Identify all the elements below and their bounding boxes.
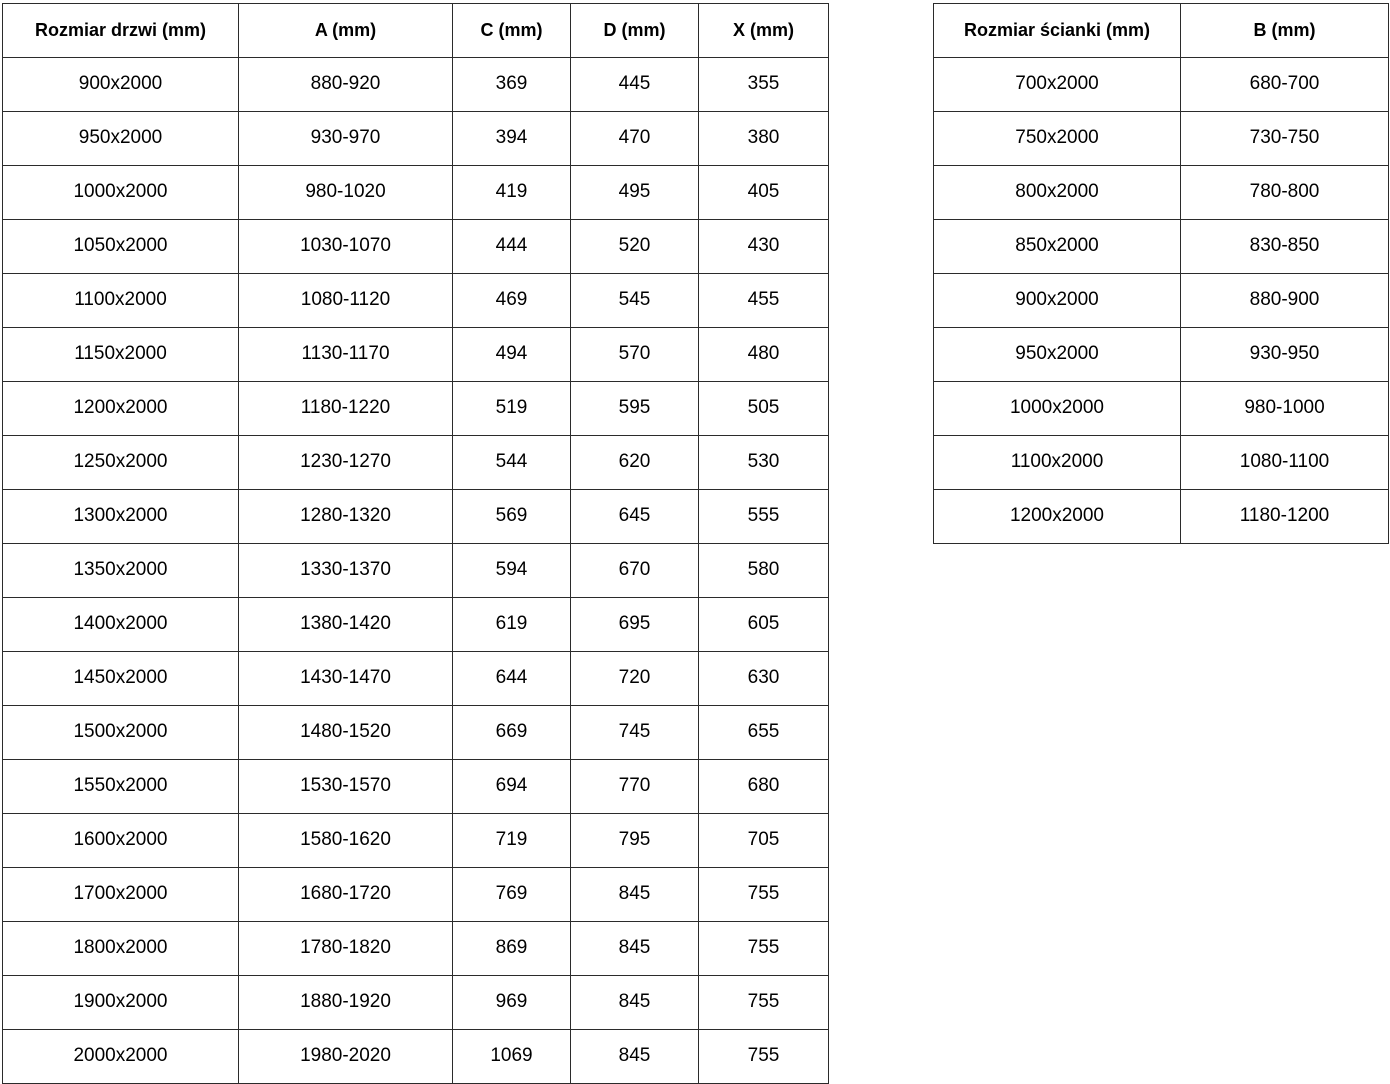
cell-c: 619 (453, 598, 571, 652)
cell-door-size: 1900x2000 (3, 976, 239, 1030)
cell-door-size: 1400x2000 (3, 598, 239, 652)
cell-door-size: 900x2000 (3, 58, 239, 112)
column-header-door-size: Rozmiar drzwi (mm) (3, 4, 239, 58)
column-header-c: C (mm) (453, 4, 571, 58)
cell-d: 845 (571, 868, 699, 922)
cell-a: 1130-1170 (239, 328, 453, 382)
cell-c: 694 (453, 760, 571, 814)
table-row (934, 58, 1389, 112)
table-row (3, 274, 829, 328)
cell-d: 670 (571, 544, 699, 598)
cell-x: 405 (699, 166, 829, 220)
cell-c: 419 (453, 166, 571, 220)
cell-d: 570 (571, 328, 699, 382)
cell-b: 780-800 (1181, 166, 1389, 220)
cell-a: 1280-1320 (239, 490, 453, 544)
cell-door-size: 1300x2000 (3, 490, 239, 544)
cell-d: 845 (571, 1030, 699, 1084)
doors-dimensions-table (2, 3, 829, 1084)
cell-door-size: 1700x2000 (3, 868, 239, 922)
table-row (3, 328, 829, 382)
cell-x: 505 (699, 382, 829, 436)
table-header-row (934, 4, 1389, 58)
table-header-row (3, 4, 829, 58)
cell-a: 980-1020 (239, 166, 453, 220)
cell-c: 569 (453, 490, 571, 544)
cell-d: 720 (571, 652, 699, 706)
cell-c: 644 (453, 652, 571, 706)
cell-x: 480 (699, 328, 829, 382)
cell-x: 355 (699, 58, 829, 112)
cell-door-size: 1450x2000 (3, 652, 239, 706)
cell-x: 655 (699, 706, 829, 760)
cell-wall-size: 1000x2000 (934, 382, 1181, 436)
cell-d: 545 (571, 274, 699, 328)
cell-d: 495 (571, 166, 699, 220)
cell-c: 669 (453, 706, 571, 760)
cell-door-size: 1000x2000 (3, 166, 239, 220)
wall-dimensions-table (933, 3, 1389, 544)
column-header-b: B (mm) (1181, 4, 1389, 58)
cell-wall-size: 900x2000 (934, 274, 1181, 328)
cell-door-size: 1550x2000 (3, 760, 239, 814)
cell-b: 930-950 (1181, 328, 1389, 382)
table-row (934, 220, 1389, 274)
table-row (934, 436, 1389, 490)
table-row (934, 382, 1389, 436)
cell-d: 845 (571, 976, 699, 1030)
column-header-a: A (mm) (239, 4, 453, 58)
cell-d: 645 (571, 490, 699, 544)
doors-dimensions-table-container (2, 3, 829, 1084)
cell-a: 1330-1370 (239, 544, 453, 598)
cell-door-size: 1600x2000 (3, 814, 239, 868)
cell-x: 605 (699, 598, 829, 652)
cell-wall-size: 1200x2000 (934, 490, 1181, 544)
table-row (934, 490, 1389, 544)
cell-wall-size: 850x2000 (934, 220, 1181, 274)
cell-c: 544 (453, 436, 571, 490)
cell-door-size: 1800x2000 (3, 922, 239, 976)
cell-x: 755 (699, 1030, 829, 1084)
cell-d: 795 (571, 814, 699, 868)
cell-x: 455 (699, 274, 829, 328)
cell-door-size: 950x2000 (3, 112, 239, 166)
cell-a: 1430-1470 (239, 652, 453, 706)
cell-a: 1780-1820 (239, 922, 453, 976)
cell-c: 719 (453, 814, 571, 868)
table-row (3, 922, 829, 976)
cell-wall-size: 800x2000 (934, 166, 1181, 220)
wall-dimensions-table-container (933, 3, 1389, 544)
cell-c: 369 (453, 58, 571, 112)
cell-door-size: 1100x2000 (3, 274, 239, 328)
cell-door-size: 1150x2000 (3, 328, 239, 382)
column-header-x: X (mm) (699, 4, 829, 58)
cell-wall-size: 950x2000 (934, 328, 1181, 382)
cell-x: 755 (699, 976, 829, 1030)
cell-b: 1080-1100 (1181, 436, 1389, 490)
cell-door-size: 2000x2000 (3, 1030, 239, 1084)
cell-x: 530 (699, 436, 829, 490)
table-row (3, 976, 829, 1030)
table-row (3, 166, 829, 220)
cell-a: 930-970 (239, 112, 453, 166)
cell-b: 1180-1200 (1181, 490, 1389, 544)
cell-d: 595 (571, 382, 699, 436)
cell-x: 380 (699, 112, 829, 166)
table-row (3, 382, 829, 436)
table-row (3, 598, 829, 652)
table-row (934, 274, 1389, 328)
cell-a: 1680-1720 (239, 868, 453, 922)
cell-x: 580 (699, 544, 829, 598)
cell-a: 1080-1120 (239, 274, 453, 328)
table-row (3, 706, 829, 760)
cell-d: 520 (571, 220, 699, 274)
cell-d: 845 (571, 922, 699, 976)
cell-d: 470 (571, 112, 699, 166)
table-row (3, 652, 829, 706)
cell-a: 1380-1420 (239, 598, 453, 652)
cell-b: 680-700 (1181, 58, 1389, 112)
table-row (3, 58, 829, 112)
cell-a: 1530-1570 (239, 760, 453, 814)
table-row (3, 814, 829, 868)
cell-c: 594 (453, 544, 571, 598)
table-row (3, 220, 829, 274)
cell-b: 830-850 (1181, 220, 1389, 274)
table-row (3, 544, 829, 598)
table-row (934, 328, 1389, 382)
cell-c: 494 (453, 328, 571, 382)
cell-a: 1480-1520 (239, 706, 453, 760)
cell-door-size: 1250x2000 (3, 436, 239, 490)
cell-b: 980-1000 (1181, 382, 1389, 436)
cell-a: 1180-1220 (239, 382, 453, 436)
cell-c: 444 (453, 220, 571, 274)
cell-a: 1030-1070 (239, 220, 453, 274)
cell-c: 519 (453, 382, 571, 436)
cell-x: 680 (699, 760, 829, 814)
table-row (934, 166, 1389, 220)
cell-d: 745 (571, 706, 699, 760)
table-row (934, 112, 1389, 166)
table-row (3, 490, 829, 544)
cell-x: 555 (699, 490, 829, 544)
table-row (3, 112, 829, 166)
cell-a: 1580-1620 (239, 814, 453, 868)
cell-d: 695 (571, 598, 699, 652)
cell-c: 769 (453, 868, 571, 922)
cell-a: 1880-1920 (239, 976, 453, 1030)
cell-door-size: 1500x2000 (3, 706, 239, 760)
cell-door-size: 1200x2000 (3, 382, 239, 436)
cell-x: 705 (699, 814, 829, 868)
cell-c: 469 (453, 274, 571, 328)
cell-a: 880-920 (239, 58, 453, 112)
cell-b: 880-900 (1181, 274, 1389, 328)
cell-wall-size: 1100x2000 (934, 436, 1181, 490)
cell-wall-size: 700x2000 (934, 58, 1181, 112)
table-row (3, 1030, 829, 1084)
cell-c: 869 (453, 922, 571, 976)
cell-b: 730-750 (1181, 112, 1389, 166)
cell-door-size: 1050x2000 (3, 220, 239, 274)
cell-door-size: 1350x2000 (3, 544, 239, 598)
cell-d: 445 (571, 58, 699, 112)
cell-a: 1230-1270 (239, 436, 453, 490)
cell-x: 755 (699, 868, 829, 922)
table-row (3, 436, 829, 490)
column-header-wall-size: Rozmiar ścianki (mm) (934, 4, 1181, 58)
cell-c: 394 (453, 112, 571, 166)
cell-wall-size: 750x2000 (934, 112, 1181, 166)
column-header-d: D (mm) (571, 4, 699, 58)
cell-c: 1069 (453, 1030, 571, 1084)
cell-c: 969 (453, 976, 571, 1030)
cell-d: 770 (571, 760, 699, 814)
cell-d: 620 (571, 436, 699, 490)
cell-a: 1980-2020 (239, 1030, 453, 1084)
cell-x: 430 (699, 220, 829, 274)
table-row (3, 760, 829, 814)
cell-x: 755 (699, 922, 829, 976)
table-row (3, 868, 829, 922)
cell-x: 630 (699, 652, 829, 706)
